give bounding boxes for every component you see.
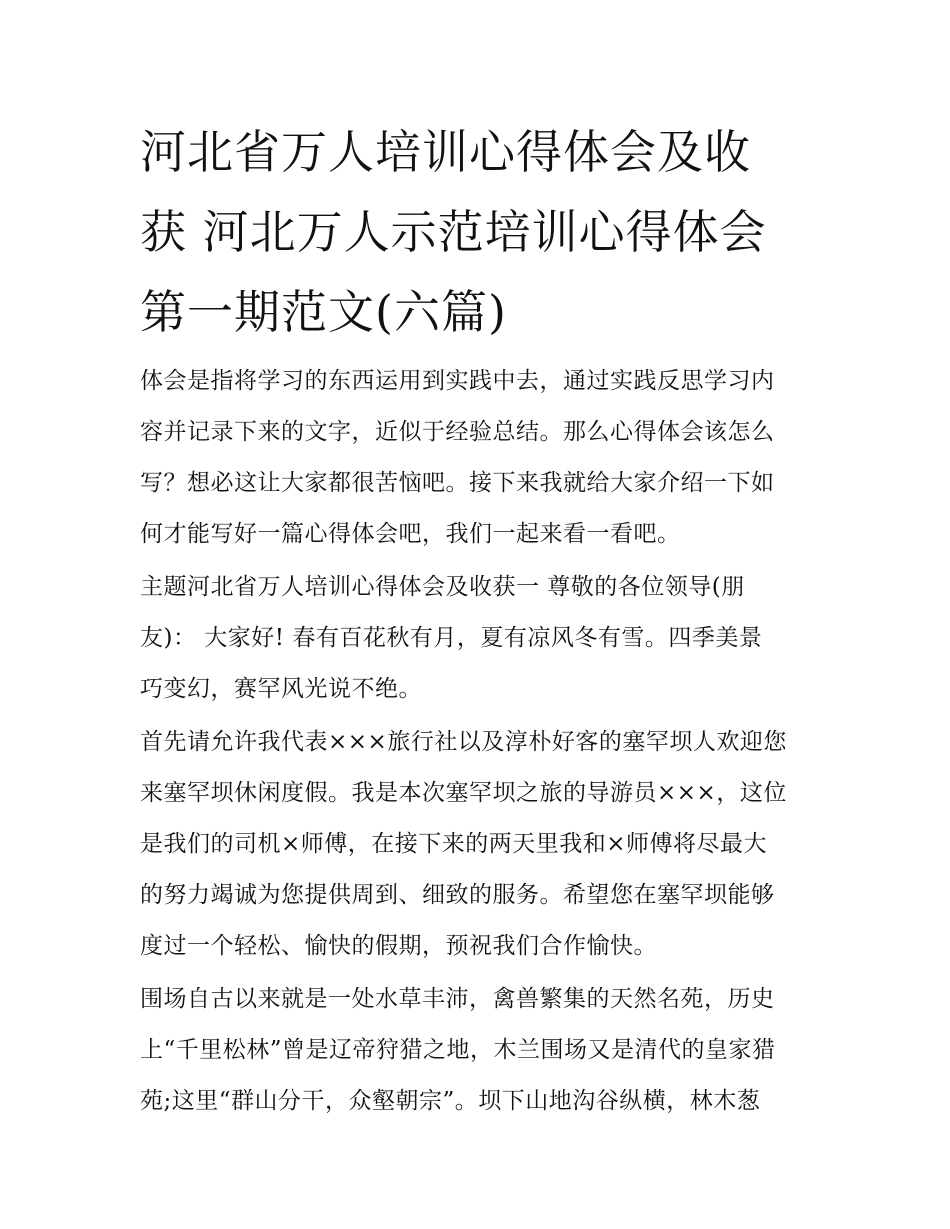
document-body: [140, 356, 820, 1129]
paragraph-intro: 体会是指将学习的东西运用到实践中去，通过实践反思学习内 容并记录下来的文字，近似于经验总结。那么心得体会该怎么 写？想必这让大家都很苦恼吧。接下来我就给大家介绍一下如 何才能写好一篇心得体会吧，我们一起来看一看吧。: [140, 368, 775, 547]
paragraph-welcome: 首先请允许我代表×××旅行社以及淳朴好客的塞罕坝人欢迎您 来塞罕坝休闲度假。我是本次塞罕坝之旅的导游员×××，这位 是我们的司机×师傅，在接下来的两天里我和×师傅将尽最大 的努力竭诚为您提供周到、细致的服务。希望您在塞罕坝能够 度过一个轻松、愉快的假期，预祝我们合作愉快。: [140, 729, 787, 959]
paragraph-greeting: 主题河北省万人培训心得体会及收获一 尊敬的各位领导(朋 友)： 大家好! 春有百花秋有月，夏有凉风冬有雪。四季美景 巧变幻，赛罕风光说不绝。: [140, 574, 763, 702]
paragraph-history: 围场自古以来就是一处水草丰沛，禽兽繁集的天然名苑，历史 上“千里松林”曾是辽帝狩猎之地，木兰围场又是清代的皇家猎 苑;这里“群山分干，众壑朝宗”。坝下山地沟谷纵横，林木葱: [140, 986, 776, 1114]
document-title: 河北省万人培训心得体会及收 获 河北万人示范培训心得体会 第一期范文(六篇): [140, 125, 767, 339]
